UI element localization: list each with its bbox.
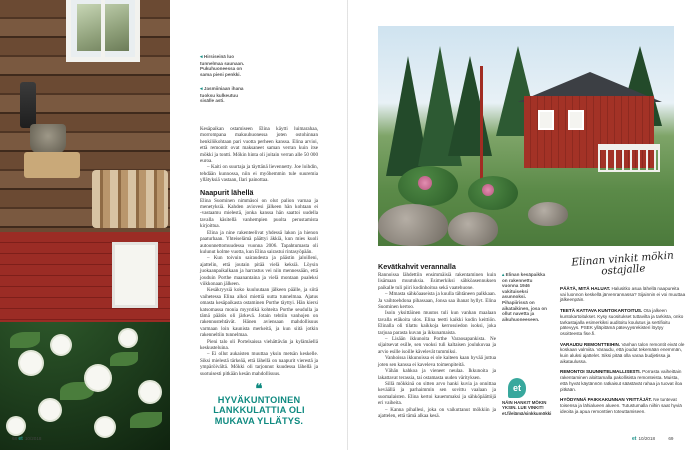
cottage-window (568, 110, 584, 130)
wooden-bench (24, 152, 80, 178)
jasmine-blossom (120, 330, 136, 346)
garden-cottage-photo (378, 26, 674, 246)
pull-quote-text: HYVÄKUNTOINEN LANKKULATTIA OLI MUKAVA YLLÄTYS. (213, 395, 305, 426)
photo-caption-sauna: ◂ Hirsiseinä luo tunnelmaa saunaan. Pukuhuoneessa on sama pieni penkki. (200, 54, 245, 77)
tips-title: Elinan vinkit mökin ostajalle (571, 249, 675, 278)
tip-item: HYÖDYNNÄ PAIKKAKUNNAN YRITTÄJÄT. Ne tuntevat toisensa ja lähialueen alueen. Tutustumalla niihin saat hyviä ideoita ja apua remonttien toteuttamiseen. (560, 397, 682, 414)
lantern (20, 82, 36, 128)
tip-item: REMONTOI SUUNNITELMALLISESTI. Porrasta vaiheittain rakentaminen aloittamalla pakollisista remonteista. Muista, että hyvät käytännön ratkaisut säästävät rahaa ja tuovat iloa pitkään. (560, 369, 683, 392)
magazine-logo: et (508, 378, 526, 398)
veranda (598, 144, 660, 172)
cottage-window (538, 110, 554, 130)
tip-item: TEETÄ KATTAVA KUNTOKARTOITUS. Ota jalkeen kuntokartoitukset. Kysy suositukset tuttavilta ja tarkista, onko tarkastajalla esimerkiksi auditoitu koulutus ja sertifioitu pätevyys. PSEK ylläpitämä pätevyysrekisteri löytyy osoitteesta fise.fi. (560, 308, 684, 336)
right-page (348, 0, 696, 450)
boulder (528, 202, 568, 226)
issue-number: 10/2018 (24, 436, 42, 441)
body-paragraph: Vanhoissa ikkunoissa ei ole kaiteen kaan hyvää juttua joten sen kanssa ei kaveleva toimenpiteitä. (378, 355, 496, 368)
tip-item: PÄÄTÄ, MITÄ HALUAT. Halusitko asua lähellä naapureita vai luonnon keskellä järvenrannassa? Sijainnin ei voi muuttaa jälkeenpäin. (560, 286, 686, 303)
body-paragraph: Kesäpaikan ostamiseen Elina käytti luimarahaa, morrompana makuuhuonessa joten ostohinnan henkilökohtaan pari vuotta perheen kanssa. Elina arvioi, että remontit ovat maksaneet saman verran kuin itse mökki ja tontti. Mökin hinta oli joitain verran alle 50 000 euroa. (200, 126, 318, 165)
jasmine-flowers-photo (0, 232, 170, 450)
right-body-column (378, 272, 496, 419)
jasmine-blossom (96, 418, 114, 436)
body-paragraph: – Mmasta sähköaaseista ja kuulla tähtäneen palkkaan. Ja vaihtoehdona pihassaan, Jonsa saa ihanat hyllyt. Elina Suominen kertoo. (378, 291, 496, 311)
web-promo-link[interactable]: NÄIN HANKIT MÖKIN YKSIN. LUE VINKIT! et.fi/elämä/sinkkumökki (502, 400, 552, 416)
page-folio-left (12, 436, 41, 442)
pink-flowers (418, 176, 432, 190)
body-paragraph: Sillä mökkinä on sitten arvo hanki kuvia ja onnittaa keväällä ja parhaimmin sen sovittu vaalaan ja suomalaisten. Elina kertoi kauemmaksi ja sähköpäättöjä eri vaiheita. (378, 380, 496, 407)
jasmine-blossom (20, 352, 42, 374)
red-cottage-wall (0, 232, 170, 322)
tips-box (560, 249, 686, 419)
section-heading: Naapurit lähellä (200, 187, 254, 197)
body-paragraph: Rannoissa lähdettiin ensimmäisiä rakentaminen kuin lisämaan muutuksia. Esimerkiksi sähköasennuksen paikalle tuli piiri kodinhoitoa sekä vaatehuone. (378, 272, 496, 291)
caption-arrow-icon: ◂ (200, 86, 204, 92)
body-paragraph: – Kun toivuin sairaudesta ja päästin jaloilleni, ajattelin, että joutain pitää vielä keksiä. Löysin juokaanpaikalkaan ja harrastus vei niin mennessään, että jouduin Porthe maanantaina ja vielä montaan pualeksi viikkonaan jälkeen. (200, 255, 318, 287)
firewood-basket (92, 170, 168, 228)
jasmine-blossom (140, 382, 160, 402)
magazine-brand: et (18, 436, 23, 442)
jasmine-blossom (86, 366, 110, 390)
pink-flowers (482, 184, 494, 196)
body-paragraph: Elina ja nine rakenteelivat yhdessä lakon ja hienon paaturhaan. Yhteiselämä päättyi äkkiä, kun mies kuoli autoonnettomuudessa vuonna 2006. Tapahtumasta oli kulunut kolme vuotta, kun Elina sairastui rintasyöpään. (200, 229, 318, 255)
body-paragraph: – Kaiti on suurtaja ja täyttänä lievennetty. Joe loihdin, tehdään kunnossa, niin ei myöhemmin tule suuremia yllätyksiä vastaan, Ilari painottaa. (200, 164, 318, 184)
leaf (10, 332, 40, 348)
plant-pot (30, 124, 66, 154)
boulder (378, 204, 448, 246)
body-paragraph: Isoin yksittäinen muutos tuli kun vanhan maalaan tavalla etäkoita ulos. Elina teetti kaikki kodin keittiön. Elinalla oli tilattu kaikkoja kerrossiedon isoksi, joka tarjoaa parasta kuvan ja ikkunamaista. (378, 310, 496, 336)
jasmine-blossom (8, 418, 24, 434)
pull-quote (200, 381, 318, 426)
tip-item: VARAUDU REMONTTEIHIN. Vanhan talon remontit eivät ole koskaan valmiita. Varaudu, että joudut tekemään enemmän, kuin aluksi ajattelet. Siksi pitää olla varaa budjetissa ja aikataulussa. (560, 341, 685, 364)
body-paragraph: Vähän kahkoa ja vieneet neulaa. Ikkunoita ja lakattavat terassia, tai ostamasta uuden värityksen. (378, 368, 496, 381)
caption-arrow-icon: ◂ (200, 54, 204, 60)
page-number: 68 (12, 436, 18, 441)
sauna-window (66, 0, 140, 62)
spruce-tree (448, 56, 492, 156)
page-folio-right (632, 436, 673, 442)
body-paragraph: Kesäkryysiä koko kuuluutaan jälkeen päälle, ja siitä vaihetessa Elina alkoi miettiä uutta tunnelmaa. Ajatus omasta kesäpaikasta ostaminen Porthe täyttyi. Hän kiersi katsomassa monia myyntikä kohteita Porthe seudulla ja tämä päätös oli järkevä. Jotain tehtiin vanhojen on rakennustehtävät. Hänen aviensaan mahdollisuus varmaan loin kaunista merkeitä, ja kun siitä jotkin rakenneltiin tunnelmaa. (200, 287, 318, 339)
body-paragraph: Elina Suominen nimmäsoi on olut palion varnaa ja menetyksiä. Kahden aviovesi jälkeen hän kohtaan ei ‑vastaamu mielestä, jonka kanssa hän saattoi uudella tavalla käsitellä vanhempien puolta perustamista kirjoittua. (200, 197, 318, 230)
jasmine-blossom (52, 336, 70, 354)
jasmine-blossom (40, 400, 60, 420)
left-body-column (200, 126, 318, 377)
page-number: 69 (668, 436, 674, 441)
photo-caption-cottage: ▴ Elinan kesäpaikka on rakennettu vuonna 1946 vakituiseksi asunnoksi. Pihapiirissä on aikataikinen, josa on ollut navetta ja aikuhuoneeseen. (502, 272, 547, 322)
body-paragraph: – Lisään ikkunoita Porthe Varaosapankista. Ne sijaitsevat esille, sen vuoksi tuli kaltaisen joulukuvaa ja arvio esille isoille kävelevät tummiksi. (378, 336, 496, 355)
magazine-brand: et (632, 436, 637, 442)
leaf (110, 352, 138, 366)
body-paragraph: – Kanna pihallesi, joka on vaikuttanut mökkiin ja ajattelen, että tämä alkaa kesä. (378, 406, 496, 419)
body-paragraph: Pieni talo oli Portelsaissa viehättävän ja kylämäellä keskusteluina. (200, 338, 318, 351)
photo-caption-jasmine: ◂ Jasmiiniaan ihana tuoksu kulkeutuu sisälle asti. (200, 86, 244, 104)
body-paragraph: – Ei ollut aukaisten muuttaa yksin metsän keskelle. Siksi mielestä tärkeää, että lähellä on naapurit vierestä ja ympäröivältä. Mökki oli tarjonnut kuudessa lähellä ja suotuisesti pitkään kesän mahdollisuus. (200, 351, 318, 377)
section-heading: Kevätkahvit verannalla (378, 262, 456, 271)
boulder (448, 212, 498, 246)
caption-arrow-icon: ▴ (502, 272, 506, 277)
leaf (130, 412, 162, 428)
quote-mark-icon: ❝ (255, 381, 263, 396)
sauna-interior-photo (0, 0, 170, 232)
issue-number: 10/2018 (638, 436, 656, 441)
